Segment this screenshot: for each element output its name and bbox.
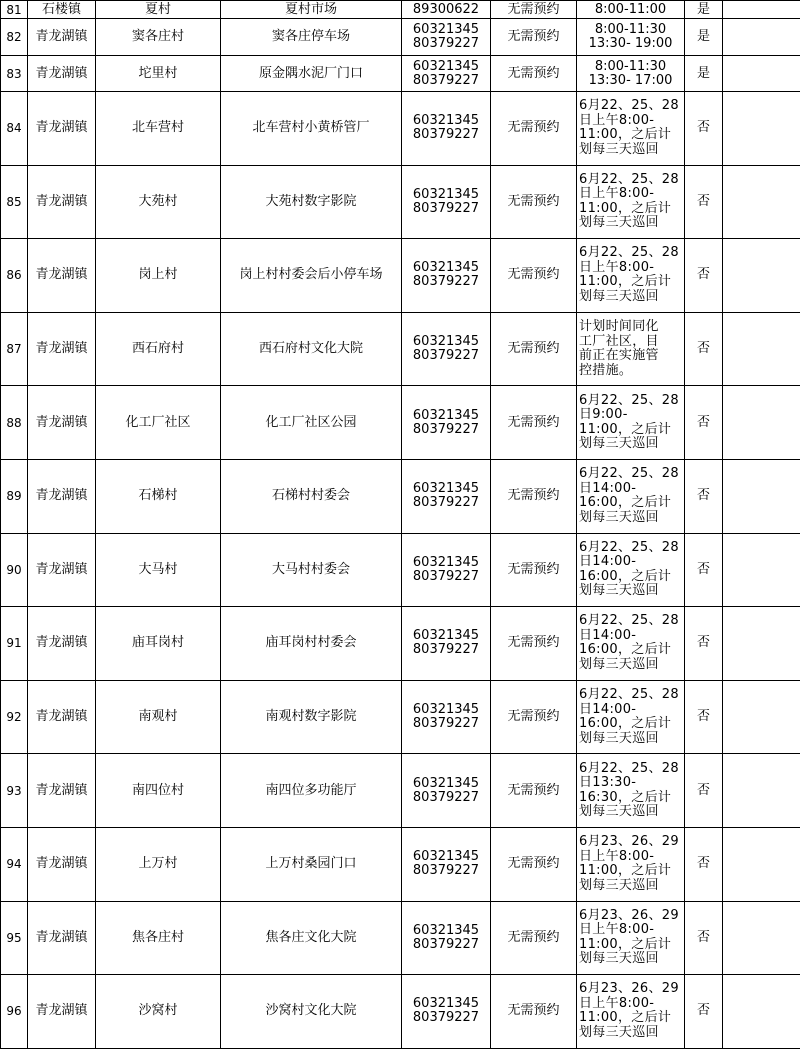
town-cell: 青龙湖镇 bbox=[28, 56, 96, 92]
town-cell: 青龙湖镇 bbox=[28, 901, 96, 975]
town-cell: 青龙湖镇 bbox=[28, 533, 96, 607]
row-number: 86 bbox=[1, 239, 28, 313]
village-cell: 石梯村 bbox=[96, 459, 221, 533]
flag-cell: 否 bbox=[685, 386, 723, 460]
schedule-cell: 6月22、25、28 日上午8:00- 11:00，之后计 划每三天巡回 bbox=[577, 92, 685, 166]
phone-cell: 60321345 80379227 bbox=[402, 312, 491, 386]
reservation-cell: 无需预约 bbox=[491, 607, 577, 681]
row-number: 88 bbox=[1, 386, 28, 460]
table-row bbox=[1, 92, 800, 166]
flag-cell: 否 bbox=[685, 901, 723, 975]
town-cell: 青龙湖镇 bbox=[28, 312, 96, 386]
extra-cell bbox=[723, 56, 800, 92]
reservation-cell: 无需预约 bbox=[491, 827, 577, 901]
phone-cell: 60321345 80379227 bbox=[402, 19, 491, 56]
extra-cell bbox=[723, 92, 800, 166]
reservation-cell: 无需预约 bbox=[491, 19, 577, 56]
site-cell: 南四位多功能厅 bbox=[221, 754, 402, 828]
reservation-cell: 无需预约 bbox=[491, 680, 577, 754]
row-number: 84 bbox=[1, 92, 28, 166]
schedule-cell: 6月22、25、28 日13:30- 16:30，之后计 划每三天巡回 bbox=[577, 754, 685, 828]
site-cell: 上万村桑园门口 bbox=[221, 827, 402, 901]
site-cell: 沙窝村文化大院 bbox=[221, 975, 402, 1049]
village-cell: 焦各庄村 bbox=[96, 901, 221, 975]
schedule-cell: 计划时间同化 工厂社区，目 前正在实施管 控措施。 bbox=[577, 312, 685, 386]
phone-cell: 89300622 bbox=[402, 1, 491, 19]
reservation-cell: 无需预约 bbox=[491, 386, 577, 460]
extra-cell bbox=[723, 312, 800, 386]
table-row bbox=[1, 312, 800, 386]
site-cell: 窦各庄停车场 bbox=[221, 19, 402, 56]
table-row bbox=[1, 901, 800, 975]
table-row bbox=[1, 607, 800, 681]
table-row bbox=[1, 56, 800, 92]
table-row bbox=[1, 165, 800, 239]
row-number: 96 bbox=[1, 975, 28, 1049]
village-cell: 上万村 bbox=[96, 827, 221, 901]
phone-cell: 60321345 80379227 bbox=[402, 459, 491, 533]
table-row bbox=[1, 533, 800, 607]
flag-cell: 是 bbox=[685, 1, 723, 19]
phone-cell: 60321345 80379227 bbox=[402, 165, 491, 239]
flag-cell: 否 bbox=[685, 533, 723, 607]
table-row bbox=[1, 239, 800, 313]
extra-cell bbox=[723, 165, 800, 239]
extra-cell bbox=[723, 607, 800, 681]
schedule-cell: 6月22、25、28 日14:00- 16:00，之后计 划每三天巡回 bbox=[577, 607, 685, 681]
flag-cell: 否 bbox=[685, 312, 723, 386]
reservation-cell: 无需预约 bbox=[491, 459, 577, 533]
extra-cell bbox=[723, 975, 800, 1049]
row-number: 85 bbox=[1, 165, 28, 239]
reservation-cell: 无需预约 bbox=[491, 312, 577, 386]
flag-cell: 是 bbox=[685, 19, 723, 56]
schedule-cell: 8:00-11:30 13:30- 19:00 bbox=[577, 19, 685, 56]
town-cell: 青龙湖镇 bbox=[28, 386, 96, 460]
schedule-cell: 8:00-11:00 bbox=[577, 1, 685, 19]
site-cell: 北车营村小黄桥管厂 bbox=[221, 92, 402, 166]
reservation-cell: 无需预约 bbox=[491, 533, 577, 607]
site-cell: 原金隅水泥厂门口 bbox=[221, 56, 402, 92]
extra-cell bbox=[723, 680, 800, 754]
flag-cell: 否 bbox=[685, 754, 723, 828]
reservation-cell: 无需预约 bbox=[491, 1, 577, 19]
town-cell: 青龙湖镇 bbox=[28, 754, 96, 828]
schedule-cell: 8:00-11:30 13:30- 17:00 bbox=[577, 56, 685, 92]
village-cell: 岗上村 bbox=[96, 239, 221, 313]
flag-cell: 否 bbox=[685, 459, 723, 533]
extra-cell bbox=[723, 901, 800, 975]
row-number: 89 bbox=[1, 459, 28, 533]
site-cell: 大马村村委会 bbox=[221, 533, 402, 607]
village-cell: 化工厂社区 bbox=[96, 386, 221, 460]
extra-cell bbox=[723, 1, 800, 19]
reservation-cell: 无需预约 bbox=[491, 165, 577, 239]
row-number: 83 bbox=[1, 56, 28, 92]
site-cell: 西石府村文化大院 bbox=[221, 312, 402, 386]
schedule-cell: 6月23、26、29 日上午8:00- 11:00，之后计 划每三天巡回 bbox=[577, 975, 685, 1049]
flag-cell: 否 bbox=[685, 827, 723, 901]
row-number: 92 bbox=[1, 680, 28, 754]
reservation-cell: 无需预约 bbox=[491, 239, 577, 313]
table-row bbox=[1, 386, 800, 460]
phone-cell: 60321345 80379227 bbox=[402, 680, 491, 754]
phone-cell: 60321345 80379227 bbox=[402, 754, 491, 828]
table-row bbox=[1, 754, 800, 828]
phone-cell: 60321345 80379227 bbox=[402, 901, 491, 975]
flag-cell: 否 bbox=[685, 680, 723, 754]
row-number: 90 bbox=[1, 533, 28, 607]
town-cell: 青龙湖镇 bbox=[28, 459, 96, 533]
town-cell: 青龙湖镇 bbox=[28, 165, 96, 239]
reservation-cell: 无需预约 bbox=[491, 754, 577, 828]
village-cell: 夏村 bbox=[96, 1, 221, 19]
village-cell: 坨里村 bbox=[96, 56, 221, 92]
phone-cell: 60321345 80379227 bbox=[402, 533, 491, 607]
phone-cell: 60321345 80379227 bbox=[402, 239, 491, 313]
village-cell: 南观村 bbox=[96, 680, 221, 754]
village-cell: 大苑村 bbox=[96, 165, 221, 239]
site-cell: 夏村市场 bbox=[221, 1, 402, 19]
town-cell: 青龙湖镇 bbox=[28, 680, 96, 754]
table-row bbox=[1, 1, 800, 19]
schedule-cell: 6月22、25、28 日14:00- 16:00，之后计 划每三天巡回 bbox=[577, 680, 685, 754]
town-cell: 青龙湖镇 bbox=[28, 92, 96, 166]
extra-cell bbox=[723, 386, 800, 460]
table-row bbox=[1, 975, 800, 1049]
reservation-cell: 无需预约 bbox=[491, 92, 577, 166]
row-number: 82 bbox=[1, 19, 28, 56]
site-cell: 石梯村村委会 bbox=[221, 459, 402, 533]
flag-cell: 是 bbox=[685, 56, 723, 92]
flag-cell: 否 bbox=[685, 239, 723, 313]
row-number: 87 bbox=[1, 312, 28, 386]
phone-cell: 60321345 80379227 bbox=[402, 92, 491, 166]
phone-cell: 60321345 80379227 bbox=[402, 386, 491, 460]
reservation-cell: 无需预约 bbox=[491, 975, 577, 1049]
row-number: 94 bbox=[1, 827, 28, 901]
schedule-cell: 6月22、25、28 日14:00- 16:00，之后计 划每三天巡回 bbox=[577, 459, 685, 533]
town-cell: 青龙湖镇 bbox=[28, 19, 96, 56]
row-number: 81 bbox=[1, 1, 28, 19]
flag-cell: 否 bbox=[685, 607, 723, 681]
town-cell: 青龙湖镇 bbox=[28, 239, 96, 313]
table-row bbox=[1, 827, 800, 901]
schedule-cell: 6月22、25、28 日上午8:00- 11:00，之后计 划每三天巡回 bbox=[577, 239, 685, 313]
extra-cell bbox=[723, 754, 800, 828]
site-cell: 焦各庄文化大院 bbox=[221, 901, 402, 975]
village-cell: 沙窝村 bbox=[96, 975, 221, 1049]
schedule-cell: 6月23、26、29 日上午8:00- 11:00，之后计 划每三天巡回 bbox=[577, 827, 685, 901]
phone-cell: 60321345 80379227 bbox=[402, 975, 491, 1049]
village-cell: 北车营村 bbox=[96, 92, 221, 166]
extra-cell bbox=[723, 533, 800, 607]
site-cell: 大苑村数字影院 bbox=[221, 165, 402, 239]
table-row bbox=[1, 19, 800, 56]
row-number: 95 bbox=[1, 901, 28, 975]
table-row bbox=[1, 680, 800, 754]
site-cell: 化工厂社区公园 bbox=[221, 386, 402, 460]
phone-cell: 60321345 80379227 bbox=[402, 827, 491, 901]
village-cell: 大马村 bbox=[96, 533, 221, 607]
schedule-cell: 6月22、25、28 日9:00- 11:00，之后计 划每三天巡回 bbox=[577, 386, 685, 460]
flag-cell: 否 bbox=[685, 165, 723, 239]
extra-cell bbox=[723, 239, 800, 313]
flag-cell: 否 bbox=[685, 92, 723, 166]
site-cell: 南观村数字影院 bbox=[221, 680, 402, 754]
town-cell: 青龙湖镇 bbox=[28, 827, 96, 901]
extra-cell bbox=[723, 19, 800, 56]
extra-cell bbox=[723, 827, 800, 901]
reservation-cell: 无需预约 bbox=[491, 901, 577, 975]
extra-cell bbox=[723, 459, 800, 533]
table-row bbox=[1, 459, 800, 533]
village-cell: 西石府村 bbox=[96, 312, 221, 386]
flag-cell: 否 bbox=[685, 975, 723, 1049]
village-cell: 庙耳岗村 bbox=[96, 607, 221, 681]
town-cell: 青龙湖镇 bbox=[28, 975, 96, 1049]
schedule-cell: 6月22、25、28 日上午8:00- 11:00，之后计 划每三天巡回 bbox=[577, 165, 685, 239]
village-cell: 南四位村 bbox=[96, 754, 221, 828]
table-body bbox=[1, 1, 800, 1049]
row-number: 91 bbox=[1, 607, 28, 681]
reservation-cell: 无需预约 bbox=[491, 56, 577, 92]
schedule-cell: 6月22、25、28 日14:00- 16:00，之后计 划每三天巡回 bbox=[577, 533, 685, 607]
town-cell: 石楼镇 bbox=[28, 1, 96, 19]
site-cell: 岗上村村委会后小停车场 bbox=[221, 239, 402, 313]
phone-cell: 60321345 80379227 bbox=[402, 56, 491, 92]
schedule-cell: 6月23、26、29 日上午8:00- 11:00，之后计 划每三天巡回 bbox=[577, 901, 685, 975]
town-cell: 青龙湖镇 bbox=[28, 607, 96, 681]
site-cell: 庙耳岗村村委会 bbox=[221, 607, 402, 681]
village-cell: 窦各庄村 bbox=[96, 19, 221, 56]
row-number: 93 bbox=[1, 754, 28, 828]
phone-cell: 60321345 80379227 bbox=[402, 607, 491, 681]
